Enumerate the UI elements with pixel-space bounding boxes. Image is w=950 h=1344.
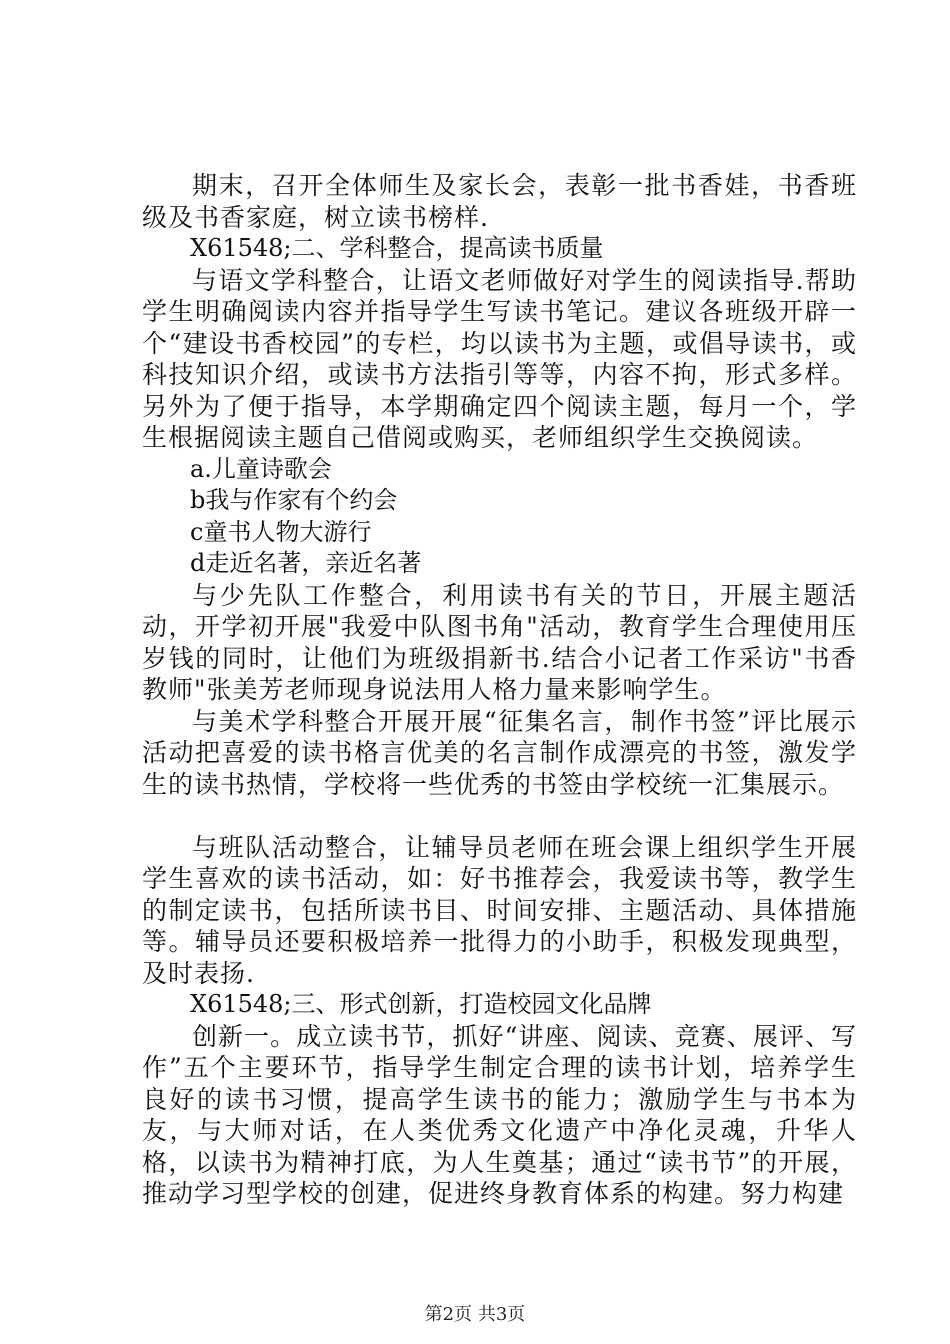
paragraph: 与班队活动整合，让辅导员老师在班会课上组织学生开展学生喜欢的读书活动，如：好书推荐会，我爱读书等，教学生的制定读书，包括所读书目、时间安排、主题活动、具体措施等。辅导员还要积极培养一批得力的小助手，积极发现典型，及时表扬. [142, 832, 857, 988]
list-item: b我与作家有个约会 [190, 486, 398, 514]
blank-line [142, 800, 857, 832]
paragraph: 与少先队工作整合，利用读书有关的节日，开展主题活动，开学初开展"我爱中队图书角"活动，教育学生合理使用压岁钱的同时，让他们为班级捐新书.结合小记者工作采访"书香教师"张美芳老师现身说法用人格力量来影响学生。 [142, 580, 857, 704]
document-body [142, 170, 857, 1210]
list-item: c童书人物大游行 [190, 517, 372, 546]
paragraph: 期末，召开全体师生及家长会，表彰一批书香娃，书香班级及书香家庭，树立读书榜样. [142, 171, 857, 232]
paragraph: 创新一。成立读书节，抓好“讲座、阅读、竞赛、展评、写作”五个主要环节，指导学生制定合理的读书计划，培养学生良好的读书习惯，提高学生读书的能力；激励学生与书本为友，与大师对话，在人类优秀文化遗产中净化灵魂，升华人格，以读书为精神打底，为人生奠基；通过“读书节”的开展，推动学习型学校的创建，促进终身教育体系的构建。努力构建 [142, 1021, 857, 1208]
list-item: a.儿童诗歌会 [190, 454, 332, 483]
paragraph: 与语文学科整合，让语文老师做好对学生的阅读指导.帮助学生明确阅读内容并指导学生写读书笔记。建议各班级开辟一个“建设书香校园”的专栏，均以读书为主题，或倡导读书，或科技知识介绍，或读书方法指引等等，内容不拘，形式多样。另外为了便于指导，本学期确定四个阅读主题，每月一个，学生根据阅读主题自己借阅或购买，老师组织学生交换阅读。 [142, 265, 857, 452]
paragraph: 与美术学科整合开展开展“征集名言，制作书签”评比展示活动把喜爱的读书格言优美的名言制作成漂亮的书签，激发学生的读书热情，学校将一些优秀的书签由学校统一汇集展示。 [142, 706, 857, 799]
page-number-footer: 第2页 共3页 [424, 1304, 526, 1325]
section-heading: X61548;二、学科整合，提高读书质量 [190, 234, 604, 262]
list-item: d走近名著，亲近名著 [190, 549, 422, 577]
section-heading: X61548;三、形式创新，打造校园文化品牌 [190, 990, 652, 1018]
